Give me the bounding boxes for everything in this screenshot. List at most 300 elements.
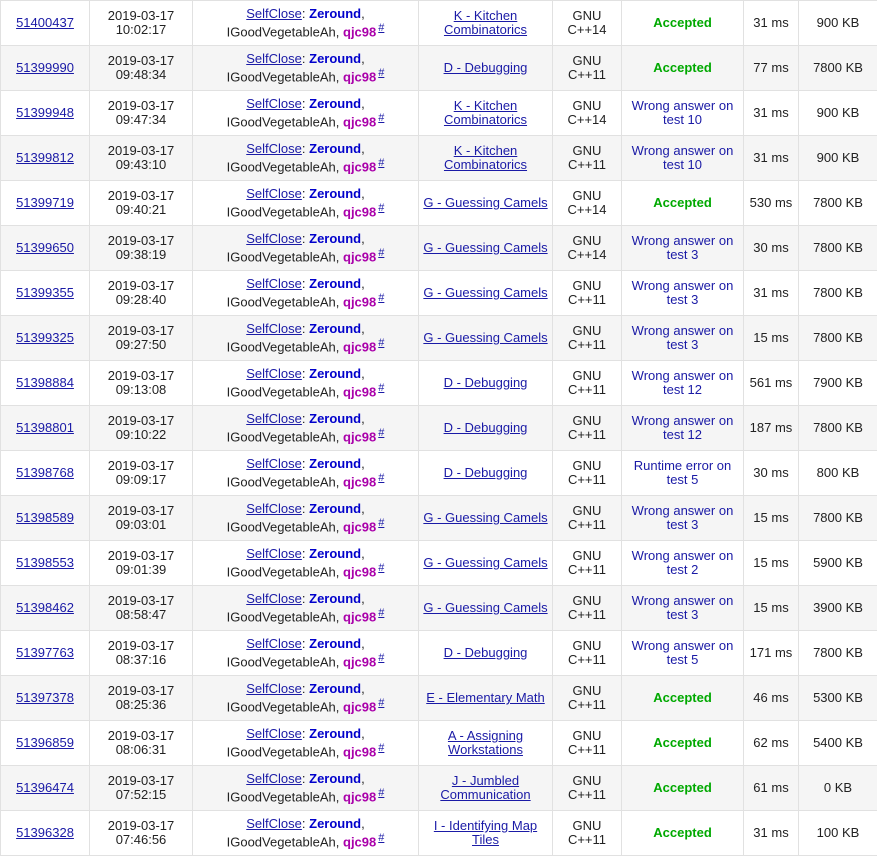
memory-cell — [799, 766, 877, 811]
member-link-2[interactable]: IGoodVegetableAh — [227, 609, 336, 624]
id-cell — [1, 496, 90, 541]
member-link-2[interactable]: IGoodVegetableAh — [227, 114, 336, 129]
when-cell — [90, 541, 193, 586]
time-cell — [744, 721, 799, 766]
memory-consumed: 7800 KB — [813, 60, 863, 75]
problem-name-line-1: A - Assigning — [421, 729, 550, 743]
id-cell — [1, 721, 90, 766]
time-consumed: 31 ms — [753, 15, 788, 30]
lang-cell — [553, 271, 622, 316]
lang-line-2: C++11 — [555, 338, 619, 352]
table-row — [1, 181, 877, 226]
member-link-1[interactable]: Zeround — [309, 681, 361, 696]
hash-link[interactable]: # — [378, 67, 384, 79]
time-cell — [744, 91, 799, 136]
verdict-line-2: test 5 — [624, 473, 741, 487]
verdict-cell — [622, 136, 744, 181]
verdict-cell — [622, 631, 744, 676]
submission-id-link[interactable]: 51396859 — [16, 735, 74, 750]
memory-consumed: 0 KB — [824, 780, 852, 795]
problem-cell — [419, 541, 553, 586]
problem-link[interactable] — [421, 646, 550, 660]
member-link-1[interactable]: Zeround — [309, 51, 361, 66]
id-cell — [1, 451, 90, 496]
memory-cell — [799, 226, 877, 271]
lang-line-1: GNU — [555, 189, 619, 203]
member-link-3[interactable]: qjc98 — [343, 564, 376, 579]
problem-name-line-2: Tiles — [421, 833, 550, 847]
problem-cell — [419, 496, 553, 541]
problem-name-line-1: D - Debugging — [421, 61, 550, 75]
problem-name-line-1: J - Jumbled — [421, 774, 550, 788]
submission-time: 09:47:34 — [92, 113, 190, 127]
verdict-line-2: test 3 — [624, 248, 741, 262]
time-consumed: 61 ms — [753, 780, 788, 795]
memory-cell — [799, 271, 877, 316]
member-link-3[interactable]: qjc98 — [343, 699, 376, 714]
when-cell — [90, 316, 193, 361]
lang-cell — [553, 1, 622, 46]
id-cell — [1, 586, 90, 631]
when-cell — [90, 91, 193, 136]
when-cell — [90, 181, 193, 226]
time-consumed: 30 ms — [753, 240, 788, 255]
team-link[interactable]: SelfClose — [246, 276, 302, 291]
problem-link[interactable] — [421, 556, 550, 570]
verdict-line-1: Wrong answer on — [624, 234, 741, 248]
problem-link[interactable] — [421, 196, 550, 210]
lang-line-1: GNU — [555, 594, 619, 608]
submission-time: 08:37:16 — [92, 653, 190, 667]
who-cell: SelfClose: Zeround, IGoodVegetableAh, qjc98 # — [193, 1, 419, 46]
submissions-body — [1, 1, 877, 856]
submission-date: 2019-03-17 — [92, 234, 190, 248]
submission-id-link[interactable]: 51398462 — [16, 600, 74, 615]
team-link[interactable]: SelfClose — [246, 141, 302, 156]
verdict-cell — [622, 721, 744, 766]
who-cell: SelfClose: Zeround, IGoodVegetableAh, qjc98 # — [193, 361, 419, 406]
time-consumed: 530 ms — [750, 195, 793, 210]
verdict-line-2: test 3 — [624, 608, 741, 622]
lang-line-2: C++11 — [555, 833, 619, 847]
time-consumed: 171 ms — [750, 645, 793, 660]
memory-consumed: 7800 KB — [813, 510, 863, 525]
submission-id-link[interactable]: 51399325 — [16, 330, 74, 345]
member-link-1[interactable]: Zeround — [309, 366, 361, 381]
memory-consumed: 100 KB — [817, 825, 860, 840]
time-consumed: 187 ms — [750, 420, 793, 435]
when-cell — [90, 631, 193, 676]
member-link-1[interactable]: Zeround — [309, 546, 361, 561]
lang-line-2: C++11 — [555, 158, 619, 172]
when-cell — [90, 1, 193, 46]
memory-consumed: 900 KB — [817, 15, 860, 30]
problem-link[interactable] — [421, 331, 550, 345]
table-row — [1, 361, 877, 406]
problem-cell — [419, 406, 553, 451]
hash-link[interactable]: # — [378, 472, 384, 484]
hash-link[interactable]: # — [378, 382, 384, 394]
member-link-1[interactable]: Zeround — [309, 771, 361, 786]
submission-time: 09:40:21 — [92, 203, 190, 217]
problem-link[interactable] — [421, 774, 550, 802]
table-row — [1, 676, 877, 721]
submission-id-link[interactable]: 51399719 — [16, 195, 74, 210]
member-link-3[interactable]: qjc98 — [343, 384, 376, 399]
memory-cell — [799, 181, 877, 226]
member-link-2[interactable]: IGoodVegetableAh — [227, 564, 336, 579]
submission-date: 2019-03-17 — [92, 9, 190, 23]
problem-link[interactable] — [421, 729, 550, 757]
submission-id-link[interactable]: 51397378 — [16, 690, 74, 705]
table-row — [1, 811, 877, 856]
problem-name-line-1: K - Kitchen — [421, 99, 550, 113]
when-cell — [90, 586, 193, 631]
member-link-3[interactable]: qjc98 — [343, 744, 376, 759]
problem-cell — [419, 811, 553, 856]
team-link[interactable]: SelfClose — [246, 546, 302, 561]
hash-link[interactable]: # — [378, 607, 384, 619]
verdict-cell — [622, 316, 744, 361]
member-link-3[interactable]: qjc98 — [343, 159, 376, 174]
lang-cell — [553, 226, 622, 271]
hash-link[interactable]: # — [378, 832, 384, 844]
memory-cell — [799, 586, 877, 631]
problem-name-line-1: I - Identifying Map — [421, 819, 550, 833]
submission-id-link[interactable]: 51397763 — [16, 645, 74, 660]
member-link-1[interactable]: Zeround — [309, 231, 361, 246]
verdict-line-2: test 12 — [624, 428, 741, 442]
verdict-cell — [622, 271, 744, 316]
time-consumed: 31 ms — [753, 150, 788, 165]
member-link-1[interactable]: Zeround — [309, 726, 361, 741]
member-link-1[interactable]: Zeround — [309, 591, 361, 606]
hash-link[interactable]: # — [378, 292, 384, 304]
member-link-3[interactable]: qjc98 — [343, 249, 376, 264]
table-row — [1, 586, 877, 631]
problem-link[interactable] — [421, 9, 550, 37]
submission-date: 2019-03-17 — [92, 504, 190, 518]
submission-time: 09:28:40 — [92, 293, 190, 307]
problem-name-line-1: G - Guessing Camels — [421, 556, 550, 570]
memory-cell — [799, 496, 877, 541]
time-cell — [744, 271, 799, 316]
problem-link[interactable] — [421, 376, 550, 390]
submission-time: 09:27:50 — [92, 338, 190, 352]
hash-link[interactable]: # — [378, 22, 384, 34]
submission-date: 2019-03-17 — [92, 324, 190, 338]
submission-id-link[interactable]: 51398553 — [16, 555, 74, 570]
lang-line-2: C++11 — [555, 608, 619, 622]
time-consumed: 15 ms — [753, 330, 788, 345]
member-link-2[interactable]: IGoodVegetableAh — [227, 744, 336, 759]
id-cell — [1, 181, 90, 226]
who-cell: SelfClose: Zeround, IGoodVegetableAh, qjc98 # — [193, 46, 419, 91]
problem-name-line-1: K - Kitchen — [421, 144, 550, 158]
lang-line-1: GNU — [555, 459, 619, 473]
member-link-2[interactable]: IGoodVegetableAh — [227, 159, 336, 174]
verdict-line-2: test 3 — [624, 293, 741, 307]
member-link-1[interactable]: Zeround — [309, 321, 361, 336]
verdict-line-1: Wrong answer on — [624, 504, 741, 518]
problem-link[interactable] — [421, 144, 550, 172]
team-link[interactable]: SelfClose — [246, 366, 302, 381]
problem-name-line-1: G - Guessing Camels — [421, 331, 550, 345]
member-link-3[interactable]: qjc98 — [343, 834, 376, 849]
team-link[interactable]: SelfClose — [246, 636, 302, 651]
member-link-1[interactable]: Zeround — [309, 141, 361, 156]
hash-link[interactable]: # — [378, 247, 384, 259]
member-link-3[interactable]: qjc98 — [343, 69, 376, 84]
submission-id-link[interactable]: 51398884 — [16, 375, 74, 390]
time-cell — [744, 406, 799, 451]
member-link-3[interactable]: qjc98 — [343, 789, 376, 804]
member-link-2[interactable]: IGoodVegetableAh — [227, 204, 336, 219]
verdict-line-1: Accepted — [624, 61, 741, 75]
member-link-1[interactable]: Zeround — [309, 96, 361, 111]
memory-consumed: 7800 KB — [813, 645, 863, 660]
member-link-1[interactable]: Zeround — [309, 411, 361, 426]
table-row — [1, 541, 877, 586]
time-consumed: 15 ms — [753, 600, 788, 615]
table-row — [1, 1, 877, 46]
member-link-1[interactable]: Zeround — [309, 816, 361, 831]
member-link-3[interactable]: qjc98 — [343, 24, 376, 39]
lang-line-1: GNU — [555, 99, 619, 113]
member-link-1[interactable]: Zeround — [309, 501, 361, 516]
lang-line-1: GNU — [555, 9, 619, 23]
lang-line-1: GNU — [555, 54, 619, 68]
id-cell — [1, 766, 90, 811]
member-link-2[interactable]: IGoodVegetableAh — [227, 249, 336, 264]
member-link-3[interactable]: qjc98 — [343, 474, 376, 489]
member-link-2[interactable]: IGoodVegetableAh — [227, 519, 336, 534]
team-link[interactable]: SelfClose — [246, 231, 302, 246]
submission-date: 2019-03-17 — [92, 729, 190, 743]
table-row — [1, 451, 877, 496]
team-link[interactable]: SelfClose — [246, 726, 302, 741]
member-link-1[interactable]: Zeround — [309, 186, 361, 201]
member-link-2[interactable]: IGoodVegetableAh — [227, 24, 336, 39]
submission-id-link[interactable]: 51399650 — [16, 240, 74, 255]
time-cell — [744, 136, 799, 181]
time-cell — [744, 46, 799, 91]
problem-link[interactable] — [421, 601, 550, 615]
table-row — [1, 766, 877, 811]
submission-id-link[interactable]: 51399355 — [16, 285, 74, 300]
lang-cell — [553, 586, 622, 631]
team-link[interactable]: SelfClose — [246, 591, 302, 606]
member-link-3[interactable]: qjc98 — [343, 609, 376, 624]
time-consumed: 31 ms — [753, 825, 788, 840]
problem-link[interactable] — [421, 511, 550, 525]
memory-consumed: 5900 KB — [813, 555, 863, 570]
verdict-line-2: test 12 — [624, 383, 741, 397]
problem-name-line-1: G - Guessing Camels — [421, 286, 550, 300]
lang-line-2: C++14 — [555, 203, 619, 217]
team-link[interactable]: SelfClose — [246, 51, 302, 66]
problem-name-line-1: D - Debugging — [421, 646, 550, 660]
problem-name-line-1: D - Debugging — [421, 466, 550, 480]
time-cell — [744, 766, 799, 811]
team-link[interactable]: SelfClose — [246, 771, 302, 786]
time-cell — [744, 181, 799, 226]
hash-link[interactable]: # — [378, 742, 384, 754]
member-link-1[interactable]: Zeround — [309, 6, 361, 21]
member-link-2[interactable]: IGoodVegetableAh — [227, 789, 336, 804]
hash-link[interactable]: # — [378, 787, 384, 799]
problem-link[interactable] — [421, 286, 550, 300]
member-link-3[interactable]: qjc98 — [343, 204, 376, 219]
memory-cell — [799, 451, 877, 496]
team-link[interactable]: SelfClose — [246, 816, 302, 831]
team-link[interactable]: SelfClose — [246, 681, 302, 696]
hash-link[interactable]: # — [378, 112, 384, 124]
member-link-2[interactable]: IGoodVegetableAh — [227, 69, 336, 84]
lang-line-1: GNU — [555, 819, 619, 833]
member-link-2[interactable]: IGoodVegetableAh — [227, 654, 336, 669]
team-link[interactable]: SelfClose — [246, 6, 302, 21]
hash-link[interactable]: # — [378, 697, 384, 709]
member-link-2[interactable]: IGoodVegetableAh — [227, 699, 336, 714]
submission-time: 09:01:39 — [92, 563, 190, 577]
member-link-3[interactable]: qjc98 — [343, 654, 376, 669]
when-cell — [90, 811, 193, 856]
when-cell — [90, 361, 193, 406]
submission-id-link[interactable]: 51396474 — [16, 780, 74, 795]
submission-id-link[interactable]: 51399812 — [16, 150, 74, 165]
problem-name-line-1: G - Guessing Camels — [421, 511, 550, 525]
when-cell — [90, 406, 193, 451]
id-cell — [1, 676, 90, 721]
verdict-line-1: Wrong answer on — [624, 324, 741, 338]
submission-id-link[interactable]: 51396328 — [16, 825, 74, 840]
member-link-2[interactable]: IGoodVegetableAh — [227, 474, 336, 489]
submission-id-link[interactable]: 51400437 — [16, 15, 74, 30]
time-cell — [744, 226, 799, 271]
time-consumed: 77 ms — [753, 60, 788, 75]
hash-link[interactable]: # — [378, 427, 384, 439]
hash-link[interactable]: # — [378, 337, 384, 349]
submission-id-link[interactable]: 51398801 — [16, 420, 74, 435]
problem-link[interactable] — [421, 421, 550, 435]
problem-name-line-2: Combinatorics — [421, 158, 550, 172]
member-link-3[interactable]: qjc98 — [343, 429, 376, 444]
problem-name-line-2: Communication — [421, 788, 550, 802]
who-cell: SelfClose: Zeround, IGoodVegetableAh, qjc98 # — [193, 91, 419, 136]
submission-date: 2019-03-17 — [92, 54, 190, 68]
team-link[interactable]: SelfClose — [246, 501, 302, 516]
team-link[interactable]: SelfClose — [246, 411, 302, 426]
hash-link[interactable]: # — [378, 157, 384, 169]
when-cell — [90, 766, 193, 811]
lang-cell — [553, 676, 622, 721]
hash-link[interactable]: # — [378, 652, 384, 664]
submission-id-link[interactable]: 51398768 — [16, 465, 74, 480]
member-link-3[interactable]: qjc98 — [343, 519, 376, 534]
lang-cell — [553, 496, 622, 541]
member-link-1[interactable]: Zeround — [309, 276, 361, 291]
team-link[interactable]: SelfClose — [246, 456, 302, 471]
problem-name-line-1: G - Guessing Camels — [421, 196, 550, 210]
lang-line-1: GNU — [555, 279, 619, 293]
submission-date: 2019-03-17 — [92, 819, 190, 833]
submission-time: 10:02:17 — [92, 23, 190, 37]
verdict-line-1: Accepted — [624, 736, 741, 750]
member-link-2[interactable]: IGoodVegetableAh — [227, 384, 336, 399]
member-link-1[interactable]: Zeround — [309, 636, 361, 651]
problem-link[interactable] — [421, 466, 550, 480]
lang-cell — [553, 406, 622, 451]
lang-line-2: C++11 — [555, 653, 619, 667]
memory-cell — [799, 136, 877, 181]
id-cell — [1, 226, 90, 271]
submission-time: 09:43:10 — [92, 158, 190, 172]
problem-name-line-2: Combinatorics — [421, 113, 550, 127]
lang-line-2: C++11 — [555, 743, 619, 757]
hash-link[interactable]: # — [378, 562, 384, 574]
problem-link[interactable] — [421, 241, 550, 255]
team-link[interactable]: SelfClose — [246, 186, 302, 201]
id-cell — [1, 271, 90, 316]
submission-date: 2019-03-17 — [92, 684, 190, 698]
member-link-3[interactable]: qjc98 — [343, 114, 376, 129]
problem-link[interactable] — [421, 61, 550, 75]
team-link[interactable]: SelfClose — [246, 96, 302, 111]
lang-line-2: C++11 — [555, 698, 619, 712]
hash-link[interactable]: # — [378, 517, 384, 529]
verdict-cell — [622, 181, 744, 226]
lang-line-2: C++11 — [555, 788, 619, 802]
submission-date: 2019-03-17 — [92, 774, 190, 788]
member-link-2[interactable]: IGoodVegetableAh — [227, 834, 336, 849]
submission-id-link[interactable]: 51398589 — [16, 510, 74, 525]
memory-consumed: 7900 KB — [813, 375, 863, 390]
problem-link[interactable] — [421, 819, 550, 847]
team-link[interactable]: SelfClose — [246, 321, 302, 336]
memory-cell — [799, 91, 877, 136]
hash-link[interactable]: # — [378, 202, 384, 214]
lang-line-2: C++14 — [555, 113, 619, 127]
problem-link[interactable] — [421, 691, 550, 705]
member-link-2[interactable]: IGoodVegetableAh — [227, 339, 336, 354]
member-link-2[interactable]: IGoodVegetableAh — [227, 429, 336, 444]
member-link-2[interactable]: IGoodVegetableAh — [227, 294, 336, 309]
problem-cell — [419, 136, 553, 181]
member-link-3[interactable]: qjc98 — [343, 339, 376, 354]
time-cell — [744, 361, 799, 406]
time-consumed: 31 ms — [753, 105, 788, 120]
submission-time: 09:09:17 — [92, 473, 190, 487]
member-link-3[interactable]: qjc98 — [343, 294, 376, 309]
lang-cell — [553, 721, 622, 766]
verdict-cell — [622, 766, 744, 811]
member-link-1[interactable]: Zeround — [309, 456, 361, 471]
problem-link[interactable] — [421, 99, 550, 127]
verdict-line-1: Wrong answer on — [624, 369, 741, 383]
time-cell — [744, 451, 799, 496]
time-consumed: 561 ms — [750, 375, 793, 390]
memory-consumed: 5400 KB — [813, 735, 863, 750]
submission-id-link[interactable]: 51399990 — [16, 60, 74, 75]
submission-id-link[interactable]: 51399948 — [16, 105, 74, 120]
submission-date: 2019-03-17 — [92, 459, 190, 473]
submission-date: 2019-03-17 — [92, 279, 190, 293]
time-consumed: 15 ms — [753, 510, 788, 525]
lang-line-2: C++14 — [555, 23, 619, 37]
verdict-line-1: Wrong answer on — [624, 279, 741, 293]
memory-consumed: 7800 KB — [813, 195, 863, 210]
